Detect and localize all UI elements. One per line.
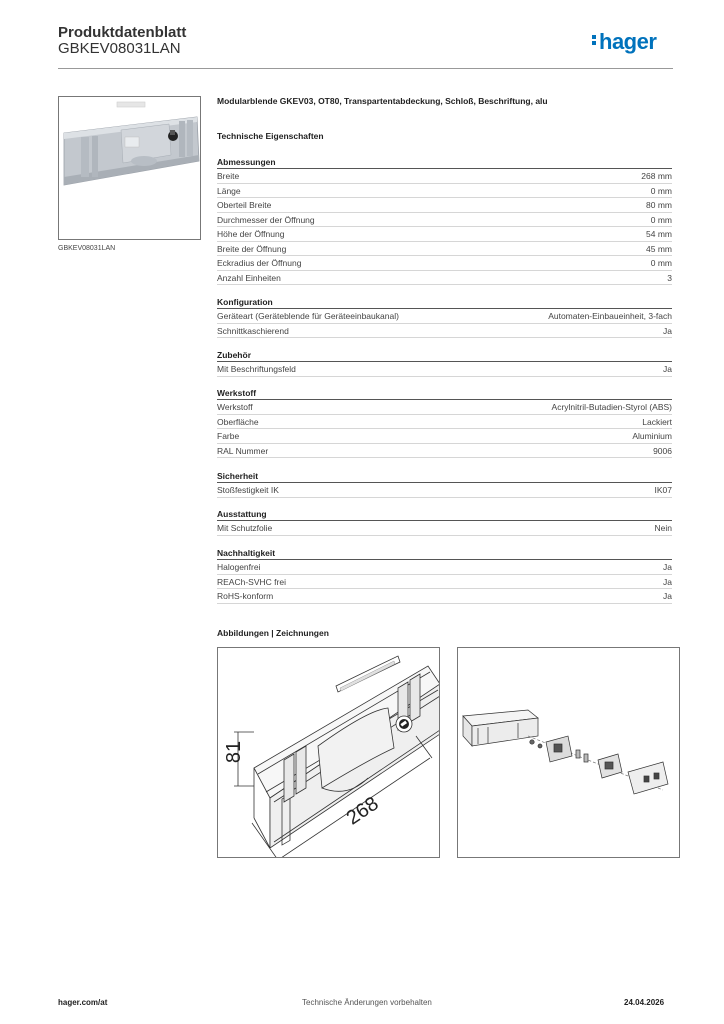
row-value: Acrylnitril-Butadien-Styrol (ABS)	[551, 402, 672, 412]
table-row	[217, 444, 672, 459]
table-row	[217, 560, 672, 575]
logo-text: hager	[599, 29, 657, 54]
row-label: Mit Schutzfolie	[217, 523, 273, 533]
section-title: Nachhaltigkeit	[217, 548, 672, 560]
assembly-drawing-icon	[458, 648, 680, 858]
table-row	[217, 227, 672, 242]
row-label: Höhe der Öffnung	[217, 229, 285, 239]
table-row	[217, 198, 672, 213]
row-value: 0 mm	[650, 258, 672, 268]
dimension-width-label: 268	[342, 792, 383, 830]
table-row	[217, 362, 672, 377]
section-dimensions	[217, 157, 672, 285]
row-value: Aluminium	[632, 431, 672, 441]
row-label: Anzahl Einheiten	[217, 272, 281, 283]
technical-properties-heading: Technische Eigenschaften	[217, 131, 324, 141]
table-row	[217, 184, 672, 199]
section-sustainability	[217, 548, 672, 604]
row-value: Ja	[663, 325, 672, 336]
table-row	[217, 575, 672, 590]
row-label: Schnittkaschierend	[217, 325, 289, 336]
table-row	[217, 242, 672, 257]
footer-date: 24.04.2026	[624, 998, 665, 1007]
section-material	[217, 388, 672, 458]
hager-logo	[592, 29, 656, 55]
table-row	[217, 324, 672, 339]
header-divider	[58, 68, 673, 69]
footer-note: Technische Änderungen vorbehalten	[302, 998, 432, 1007]
row-label: Länge	[217, 185, 241, 196]
row-value: 0 mm	[650, 214, 672, 225]
table-row	[217, 256, 672, 271]
row-value: Nein	[654, 523, 672, 533]
technical-drawing-icon	[218, 648, 440, 858]
section-title: Werkstoff	[217, 388, 672, 400]
row-value: Ja	[663, 576, 672, 587]
row-label: REACh-SVHC frei	[217, 576, 286, 587]
section-title: Abmessungen	[217, 157, 672, 169]
table-row	[217, 483, 672, 498]
row-value: 80 mm	[646, 200, 672, 210]
row-value: 45 mm	[646, 243, 672, 254]
thumbnail-caption: GBKEV08031LAN	[58, 245, 116, 252]
row-label: Oberteil Breite	[217, 200, 272, 210]
product-description: Modularblende GKEV03, OT80, Transpartentabdeckung, Schloß, Beschriftung, alu	[217, 96, 548, 106]
section-accessories	[217, 350, 672, 377]
row-label: RAL Nummer	[217, 445, 269, 456]
footer-website: hager.com/at	[58, 998, 108, 1007]
section-equipment	[217, 509, 672, 536]
section-configuration	[217, 297, 672, 338]
figures-heading: Abbildungen | Zeichnungen	[217, 628, 329, 638]
row-value: Ja	[663, 364, 672, 374]
row-value: 268 mm	[641, 171, 672, 181]
row-value: Lackiert	[642, 416, 672, 427]
row-label: Breite der Öffnung	[217, 243, 287, 254]
product-photo-icon	[59, 97, 201, 240]
row-value: Automaten-Einbaueinheit, 3-fach	[548, 311, 672, 321]
row-label: Mit Beschriftungsfeld	[217, 364, 296, 374]
section-title: Zubehör	[217, 350, 672, 362]
section-safety	[217, 471, 672, 498]
row-label: Farbe	[217, 431, 240, 441]
row-label: Halogenfrei	[217, 562, 261, 572]
document-title: Produktdatenblatt	[58, 24, 187, 41]
table-row	[217, 169, 672, 184]
product-thumbnail	[58, 96, 201, 240]
table-row	[217, 400, 672, 415]
row-label: Werkstoff	[217, 402, 253, 412]
table-row	[217, 415, 672, 430]
row-value: 3	[667, 272, 672, 283]
row-label: Eckradius der Öffnung	[217, 258, 302, 268]
row-value: 0 mm	[650, 185, 672, 196]
logo-dots-icon	[592, 33, 597, 47]
table-row	[217, 213, 672, 228]
row-label: Durchmesser der Öffnung	[217, 214, 315, 225]
row-label: Oberfläche	[217, 416, 259, 427]
section-title: Sicherheit	[217, 471, 672, 483]
row-label: Stoßfestigkeit IK	[217, 485, 279, 495]
row-value: Ja	[663, 562, 672, 572]
section-title: Konfiguration	[217, 297, 672, 309]
dimension-drawing	[217, 647, 440, 858]
row-label: Breite	[217, 171, 240, 181]
row-label: RoHS-konform	[217, 591, 274, 601]
dimension-height-label: 81	[223, 740, 245, 764]
table-row	[217, 309, 672, 324]
row-label: Geräteart (Geräteblende für Geräteeinbaukanal)	[217, 311, 399, 321]
table-row	[217, 521, 672, 536]
row-value: IK07	[654, 485, 672, 495]
table-row	[217, 429, 672, 444]
row-value: 9006	[653, 445, 672, 456]
assembly-drawing	[457, 647, 680, 858]
row-value: Ja	[663, 591, 672, 601]
row-value: 54 mm	[646, 229, 672, 239]
table-row	[217, 271, 672, 286]
table-row	[217, 589, 672, 604]
section-title: Ausstattung	[217, 509, 672, 521]
article-number: GBKEV08031LAN	[58, 40, 181, 57]
